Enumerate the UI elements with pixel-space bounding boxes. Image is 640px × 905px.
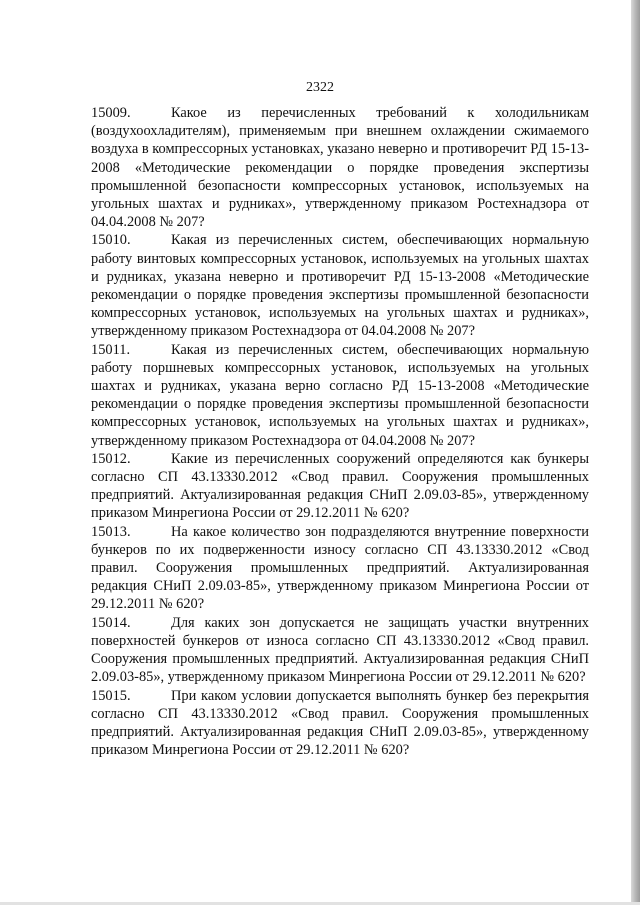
question-number: 15010. bbox=[91, 232, 131, 249]
question-text: Для каких зон допускается не защищать участки внутренних поверхностей бункеров от износа согласно СП 43.13330.2012 «Свод правил. Сооружения промышленных предприятий. Актуализированная редакция СНиП 2.09.03-85», утвержденному приказом Минрегиона России от 29.12.2011 № 620? bbox=[91, 614, 589, 686]
question-number: 15012. bbox=[91, 450, 131, 467]
question-item bbox=[91, 614, 589, 687]
question-number: 15011. bbox=[91, 341, 131, 358]
question-text: Какая из перечисленных систем, обеспечивающих нормальную работу поршневых компрессорных установок, используемых на угольных шахтах и рудниках, указана верно согласно РД 15-13-2008 «Методические рекомендации о порядке проведения экспертизы промышленной безопасности компрессорных установок, используемых на угольных шахтах и рудниках», утвержденному приказом Ростехнадзора от 04.04.2008 № 207? bbox=[91, 341, 589, 449]
question-number: 15015. bbox=[91, 687, 131, 704]
question-number: 15013. bbox=[91, 523, 131, 540]
question-list bbox=[91, 104, 589, 759]
question-text: На какое количество зон подразделяются внутренние поверхности бункеров по их подверженности износу согласно СП 43.13330.2012 «Свод правил. Сооружения промышленных предприятий. Актуализированная редакция СНиП 2.09.03-85», утвержденному приказом Минрегиона России от 29.12.2011 № 620? bbox=[91, 523, 589, 613]
question-item bbox=[91, 450, 589, 523]
question-text: Какое из перечисленных требований к холодильникам (воздухоохладителям), применяемым при внешнем охлаждении сжимаемого воздуха в компрессорных установках, указано неверно и противоречит РД 15-13-2008 «Методические рекомендации о порядке проведения экспертизы промышленной безопасности компрессорных установок, используемых на угольных шахтах и рудниках», утвержденному приказом Ростехнадзора от 04.04.2008 № 207? bbox=[91, 105, 589, 231]
question-text: При каком условии допускается выполнять бункер без перекрытия согласно СП 43.13330.2012 «Свод правил. Сооружения промышленных предприятий. Актуализированная редакция СНиП 2.09.03-85», утвержденному приказом Минрегиона России от 29.12.2011 № 620? bbox=[91, 687, 589, 759]
scan-edge-shadow bbox=[631, 0, 640, 905]
question-item bbox=[91, 341, 589, 450]
question-item bbox=[91, 231, 589, 340]
question-item bbox=[91, 687, 589, 760]
page-number: 2322 bbox=[306, 80, 334, 95]
question-text: Какие из перечисленных сооружений определяются как бункеры согласно СП 43.13330.2012 «Свод правил. Сооружения промышленных предприятий. Актуализированная редакция СНиП 2.09.03-85», утвержденному приказом Минрегиона России от 29.12.2011 № 620? bbox=[91, 450, 589, 522]
question-text: Какая из перечисленных систем, обеспечивающих нормальную работу винтовых компрессорных установок, используемых на угольных шахтах и рудниках, указана неверно и противоречит РД 15-13-2008 «Методические рекомендации о порядке проведения экспертизы промышленной безопасности компрессорных установок, используемых на угольных шахтах и рудниках», утвержденному приказом Ростехнадзора от 04.04.2008 № 207? bbox=[91, 232, 589, 340]
question-item bbox=[91, 104, 589, 231]
question-number: 15009. bbox=[91, 105, 131, 121]
question-item bbox=[91, 523, 589, 614]
question-number: 15014. bbox=[91, 614, 131, 631]
